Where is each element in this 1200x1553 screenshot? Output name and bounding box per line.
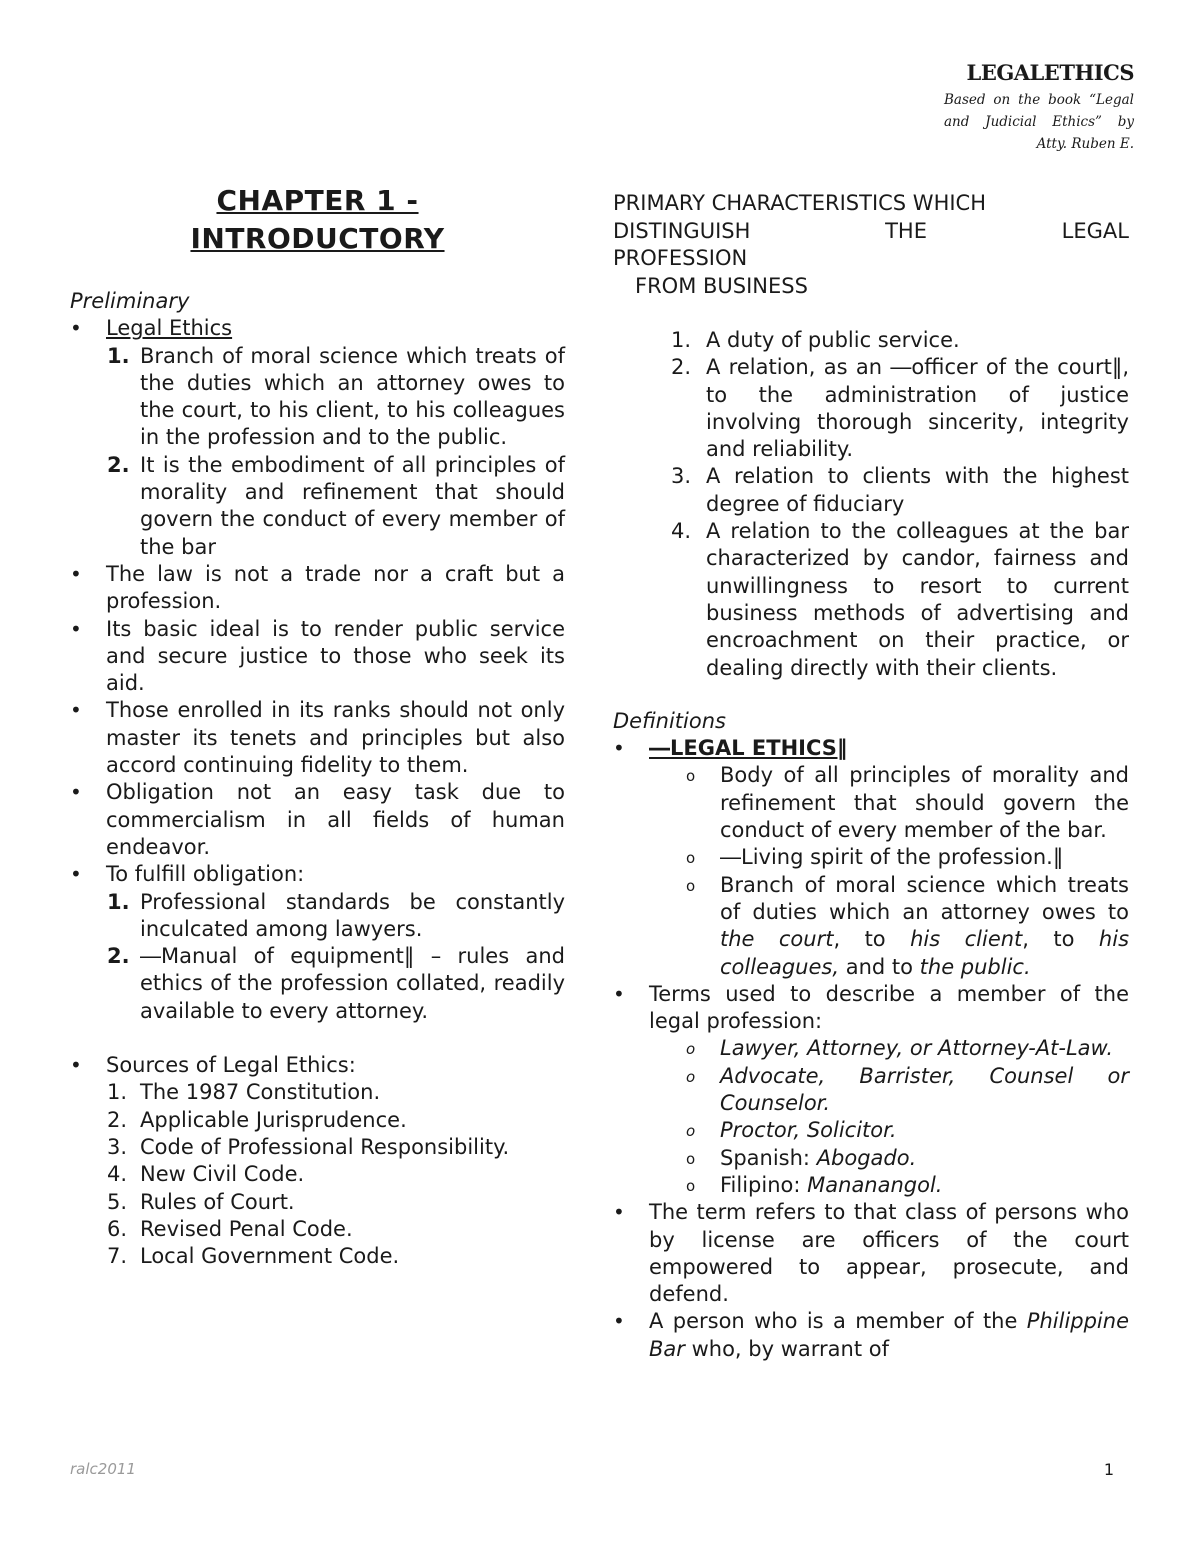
section-definitions: Definitions xyxy=(613,708,726,733)
primary-title-line1: PRIMARY CHARACTERISTICS WHICH xyxy=(613,191,987,215)
list-item xyxy=(649,1172,1129,1199)
list-item xyxy=(70,861,565,1025)
page-number: 1 xyxy=(1103,1460,1114,1479)
terms-heading: Terms used to describe a member of the legal profession: xyxy=(649,981,1129,1034)
list-item xyxy=(70,1052,565,1270)
text-segment: Philippine Bar xyxy=(649,1309,1129,1361)
text-segment: , to xyxy=(833,927,911,952)
characteristic-text: A duty of public service. xyxy=(706,328,960,352)
text-segment: his client xyxy=(910,927,1023,952)
primary-title-line3: PROFESSION xyxy=(613,246,748,270)
list-item: 2. A relation, as an ―officer of the court‖, to the administration of justice involving thorough sincerity, integrity and reliability. xyxy=(671,355,1129,462)
list-item: 1. A duty of public service. xyxy=(671,328,960,352)
primary-title-line4: FROM BUSINESS xyxy=(635,273,808,298)
source-text: Rules of Court. xyxy=(140,1189,295,1214)
text-segment: Filipino: xyxy=(720,1172,808,1197)
text-segment: and to xyxy=(839,954,920,979)
header-subtitle: Based on the book “Legal and Judicial Ethics” by Atty. Ruben E. xyxy=(944,92,1134,152)
source-text: Code of Professional Responsibility. xyxy=(140,1134,510,1159)
list-item: 1. Branch of moral science which treats of the duties which an attorney owes to the court, to his client, to his colleagues in the profession and to the public. xyxy=(107,343,565,450)
list-item: o Lawyer, Attorney, or Attorney-At-Law. xyxy=(649,1035,1129,1062)
sources-items xyxy=(70,1079,565,1270)
text-segment: who, by warrant of xyxy=(684,1336,889,1361)
terms-list xyxy=(649,1035,1129,1199)
source-text: Local Government Code. xyxy=(140,1244,400,1269)
legal-ethics-definitions xyxy=(70,343,565,561)
text-segment: Branch of moral science which treats of duties which an attorney owes to xyxy=(720,872,1129,924)
fulfill-text: ―Manual of equipment‖ – rules and ethics of the profession collated, readily available to every attorney. xyxy=(140,944,565,1023)
list-item: o Advocate, Barrister, Counsel or Counselor. xyxy=(649,1063,1129,1118)
list-item: o Body of all principles of morality and refinement that should govern the conduct of every member of the bar. xyxy=(649,762,1129,844)
characteristic-text: A relation, as an ―officer of the court‖, to the administration of justice involving thorough sincerity, integrity and reliability. xyxy=(706,355,1129,462)
sources-heading: Sources of Legal Ethics: xyxy=(106,1053,356,1078)
primary-title-line2: DISTINGUISH THE LEGAL xyxy=(613,218,1129,243)
characteristic-text: A relation to clients with the highest degree of fiduciary xyxy=(706,464,1129,516)
legal-ethics-term: ―LEGAL ETHICS‖ xyxy=(649,736,848,761)
header-title: LEGALETHICS xyxy=(966,60,1134,85)
list-item xyxy=(649,1145,1129,1172)
list-item xyxy=(70,315,565,561)
list-item: 6. Revised Penal Code. xyxy=(107,1216,353,1241)
sources-list xyxy=(70,1052,565,1270)
fulfill-text: Professional standards be constantly inculcated among lawyers. xyxy=(140,889,565,941)
text-segment: the public. xyxy=(919,954,1031,979)
list-item: 7. Local Government Code. xyxy=(107,1244,400,1269)
list-item: 2. ―Manual of equipment‖ – rules and ethics of the profession collated, readily available to every attorney. xyxy=(107,944,565,1023)
text-segment: A person who is a member of the xyxy=(649,1309,1027,1334)
preliminary-list xyxy=(70,315,565,1025)
footer-author: ralc2011 xyxy=(70,1460,136,1478)
primary-characteristics-title xyxy=(613,190,1129,300)
list-item: • The law is not a trade nor a craft but a profession. xyxy=(70,561,565,616)
list-item: 1. Professional standards be constantly inculcated among lawyers. xyxy=(107,889,565,941)
right-column xyxy=(613,190,1129,1363)
text-segment: , to xyxy=(1022,927,1099,952)
text-segment: his colleagues, xyxy=(720,927,1130,979)
list-item xyxy=(649,872,1129,981)
definition-text: Branch of moral science which treats of the duties which an attorney owes to the court, to his client, to his colleagues in the profession and to the public. xyxy=(140,343,565,450)
list-item: • Those enrolled in its ranks should not only master its tenets and principles but also accord continuing fidelity to them. xyxy=(70,697,565,779)
list-item: • Its basic ideal is to render public service and secure justice to those who seek its aid. xyxy=(70,616,565,698)
list-item: o Proctor, Solicitor. xyxy=(649,1117,1129,1144)
list-item: 2. Applicable Jurisprudence. xyxy=(107,1107,407,1132)
document-header xyxy=(934,60,1134,155)
chapter-title xyxy=(70,182,565,258)
text-segment: the court xyxy=(720,927,834,952)
list-item xyxy=(613,1308,1129,1363)
definition-text: It is the embodiment of all principles of morality and refinement that should govern the conduct of every member of the bar xyxy=(140,452,565,559)
list-item: 4. A relation to the colleagues at the bar characterized by candor, fairness and unwillingness to resort to current business methods of advertising and encroachment on their practice, or dealing directly with their clients. xyxy=(671,519,1129,680)
list-item: 3. A relation to clients with the highest degree of fiduciary xyxy=(671,464,1129,516)
fulfill-list xyxy=(70,889,565,1025)
list-item: 5. Rules of Court. xyxy=(107,1189,295,1214)
text-segment: Abogado. xyxy=(816,1145,917,1170)
legal-ethics-subdefinitions xyxy=(649,762,1129,980)
definitions-list xyxy=(613,735,1129,1363)
fulfill-heading: To fulfill obligation: xyxy=(106,862,305,887)
list-item: 1. The 1987 Constitution. xyxy=(107,1080,381,1105)
source-text: Applicable Jurisprudence. xyxy=(140,1107,407,1132)
legal-ethics-heading: Legal Ethics xyxy=(106,316,233,341)
characteristics-list xyxy=(613,327,1129,682)
list-item: 2. It is the embodiment of all principles of morality and refinement that should govern the conduct of every member of the bar xyxy=(107,452,565,559)
list-item: • The term refers to that class of persons who by license are officers of the court empowered to appear, prosecute, and defend. xyxy=(613,1199,1129,1308)
list-item: o ―Living spirit of the profession.‖ xyxy=(649,844,1129,871)
chapter-title-line2: INTRODUCTORY xyxy=(190,222,445,255)
source-text: Revised Penal Code. xyxy=(140,1216,353,1241)
list-item: • Obligation not an easy task due to commercialism in all fields of human endeavor. xyxy=(70,779,565,861)
section-preliminary: Preliminary xyxy=(70,289,190,313)
text-segment: Mananangol. xyxy=(807,1172,943,1197)
text-segment: Spanish: xyxy=(720,1145,817,1170)
source-text: The 1987 Constitution. xyxy=(140,1080,381,1105)
source-text: New Civil Code. xyxy=(140,1162,305,1187)
chapter-title-line1: CHAPTER 1 - xyxy=(216,184,419,217)
left-column xyxy=(70,182,565,1270)
list-item: 4. New Civil Code. xyxy=(107,1162,305,1187)
characteristic-text: A relation to the colleagues at the bar characterized by candor, fairness and unwillingness to resort to current business methods of advertising and encroachment on their practice, or dealing directly with their clients. xyxy=(706,519,1129,680)
list-item xyxy=(613,981,1129,1199)
list-item xyxy=(613,735,1129,981)
list-item: 3. Code of Professional Responsibility. xyxy=(107,1134,510,1159)
